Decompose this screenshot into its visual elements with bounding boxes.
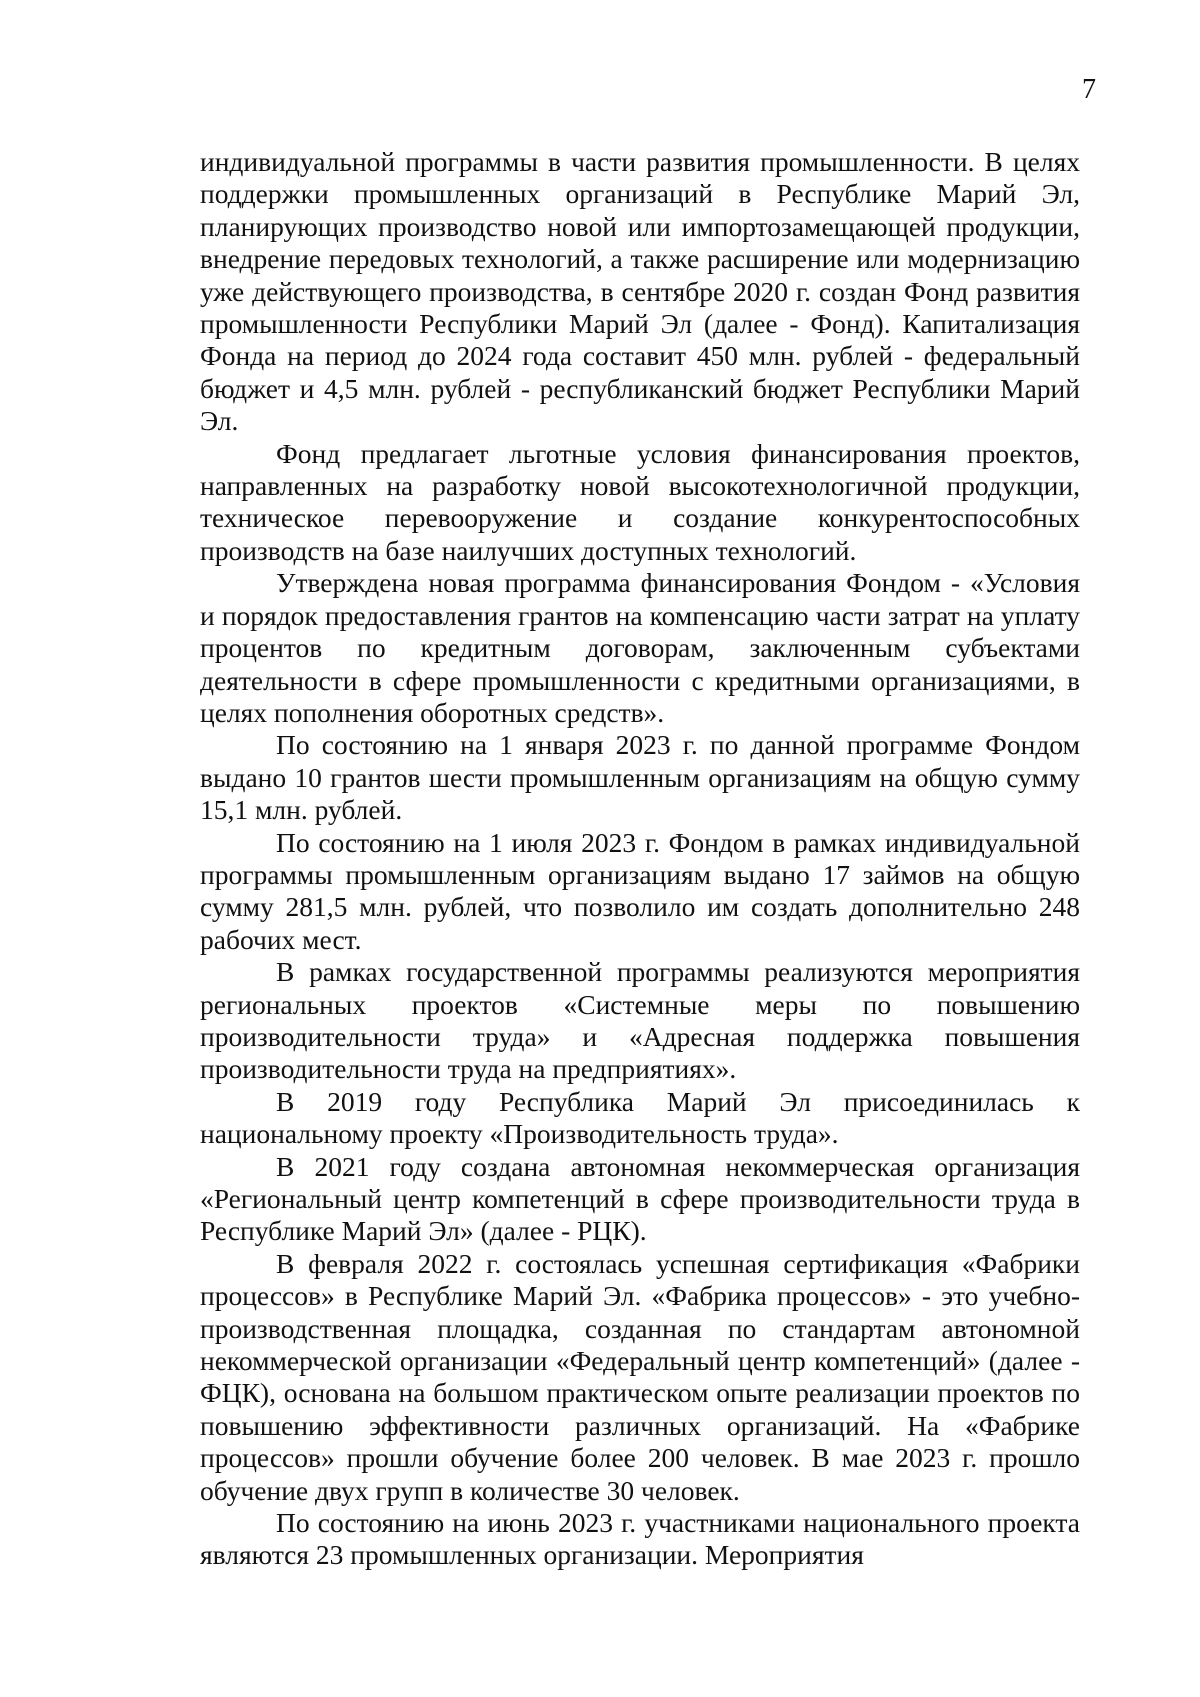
paragraph-regional-projects: В рамках государственной программы реализуются мероприятия региональных проектов «Системные меры по повышению производительности труда» и «Адресная поддержка повышения производительности труда на предприятиях». [200,956,1080,1085]
paragraph-participants: По состоянию на июнь 2023 г. участниками национального проекта являются 23 промышленных организации. Мероприятия [200,1507,1080,1571]
paragraph-industry-fund: индивидуальной программы в части развития промышленности. В целях поддержки промышленных организаций в Республике Марий Эл, планирующих производство новой или импортозамещающей продукции, внедрение передовых технологий, а также расширение или модернизацию уже действующего производства, в сентябре 2020 г. создан Фонд развития промышленности Республики Марий Эл (далее - Фонд). Капитализация Фонда на период до 2024 года составит 450 млн. рублей - федеральный бюджет и 4,5 млн. рублей - республиканский бюджет Республики Марий Эл. [200,146,1080,437]
document-body [200,146,1080,1572]
paragraph-rck-created: В 2021 году создана автономная некоммерческая организация «Региональный центр компетенций в сфере производительности труда в Республике Марий Эл» (далее - РЦК). [200,1150,1080,1247]
paragraph-grant-program: Утверждена новая программа финансирования Фондом - «Условия и порядок предоставления грантов на компенсацию части затрат на уплату процентов по кредитным договорам, заключенным субъектами деятельности в сфере промышленности с кредитными организациями, в целях пополнения оборотных средств». [200,567,1080,728]
paragraph-process-factory: В февраля 2022 г. состоялась успешная сертификация «Фабрики процессов» в Республике Марий Эл. «Фабрика процессов» - это учебно-производственная площадка, созданная по стандартам автономной некоммерческой организации «Федеральный центр компетенций» (далее - ФЦК), основана на большом практическом опыте реализации проектов по повышению эффективности различных организаций. На «Фабрике процессов» прошли обучение более 200 человек. В мае 2023 г. прошло обучение двух групп в количестве 30 человек. [200,1247,1080,1506]
page-number: 7 [1082,74,1096,105]
paragraph-national-project: В 2019 году Республика Марий Эл присоединилась к национальному проекту «Производительность труда». [200,1085,1080,1150]
paragraph-grants-issued: По состоянию на 1 января 2023 г. по данной программе Фондом выдано 10 грантов шести промышленным организациям на общую сумму 15,1 млн. рублей. [200,729,1080,826]
paragraph-loans-issued: По состоянию на 1 июля 2023 г. Фондом в рамках индивидуальной программы промышленным организациям выдано 17 займов на общую сумму 281,5 млн. рублей, что позволило им создать дополнительно 248 рабочих мест. [200,826,1080,955]
paragraph-fund-conditions: Фонд предлагает льготные условия финансирования проектов, направленных на разработку новой высокотехнологичной продукции, техническое перевооружение и создание конкурентоспособных производств на базе наилучших доступных технологий. [200,437,1080,566]
